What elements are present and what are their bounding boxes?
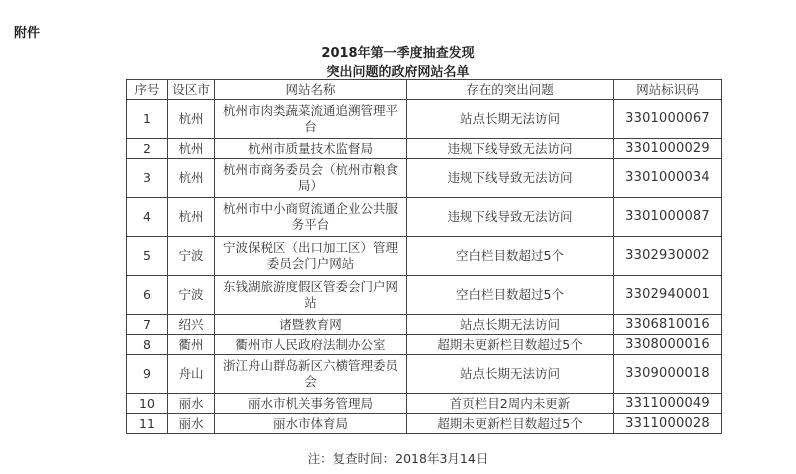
row-site-code: 3311000049 — [614, 394, 722, 414]
table-row — [127, 414, 722, 434]
row-site-name: 诸暨教育网 — [215, 315, 407, 335]
row-site-code: 3301000067 — [614, 100, 722, 139]
header-site-code: 网站标识码 — [614, 80, 722, 100]
table-row — [127, 159, 722, 198]
table-row — [127, 237, 722, 276]
row-city: 绍兴 — [168, 315, 215, 335]
row-number: 8 — [127, 335, 168, 355]
row-number: 9 — [127, 355, 168, 394]
row-number: 5 — [127, 237, 168, 276]
row-city: 杭州 — [168, 100, 215, 139]
row-city: 丽水 — [168, 394, 215, 414]
row-problem: 违规下线导致无法访问 — [407, 139, 614, 159]
row-city: 杭州 — [168, 159, 215, 198]
table-row — [127, 315, 722, 335]
row-city: 舟山 — [168, 355, 215, 394]
row-site-code: 3301000087 — [614, 198, 722, 237]
row-number: 10 — [127, 394, 168, 414]
table-row — [127, 355, 722, 394]
row-problem: 空白栏目数超过5个 — [407, 237, 614, 276]
row-city: 宁波 — [168, 237, 215, 276]
row-site-code: 3306810016 — [614, 315, 722, 335]
row-problem: 超期未更新栏目数超过5个 — [407, 414, 614, 434]
row-site-code: 3302930002 — [614, 237, 722, 276]
row-number: 11 — [127, 414, 168, 434]
row-problem: 违规下线导致无法访问 — [407, 198, 614, 237]
row-site-code: 3302940001 — [614, 276, 722, 315]
row-site-name: 丽水市机关事务管理局 — [215, 394, 407, 414]
row-problem: 超期未更新栏目数超过5个 — [407, 335, 614, 355]
attachment-label: 附件 — [14, 26, 41, 41]
websites-table — [126, 79, 722, 434]
header-site-name: 网站名称 — [215, 80, 407, 100]
row-problem: 站点长期无法访问 — [407, 315, 614, 335]
row-city: 杭州 — [168, 198, 215, 237]
header-problem: 存在的突出问题 — [407, 80, 614, 100]
row-problem: 站点长期无法访问 — [407, 100, 614, 139]
row-site-name: 衢州市人民政府法制办公室 — [215, 335, 407, 355]
review-date-note: 注：复查时间：2018年3月14日 — [307, 451, 489, 466]
table-row — [127, 198, 722, 237]
row-site-name: 杭州市肉类蔬菜流通追溯管理平台 — [215, 100, 407, 139]
row-site-name: 宁波保税区（出口加工区）管理委员会门户网站 — [215, 237, 407, 276]
row-problem: 空白栏目数超过5个 — [407, 276, 614, 315]
row-site-name: 杭州市商务委员会（杭州市粮食局） — [215, 159, 407, 198]
header-city: 设区市 — [168, 80, 215, 100]
table-row — [127, 394, 722, 414]
table-header-row — [127, 80, 722, 100]
table-row — [127, 100, 722, 139]
row-site-name: 丽水市体育局 — [215, 414, 407, 434]
row-site-name: 杭州市质量技术监督局 — [215, 139, 407, 159]
row-problem: 首页栏目2周内未更新 — [407, 394, 614, 414]
row-site-code: 3301000034 — [614, 159, 722, 198]
row-number: 7 — [127, 315, 168, 335]
row-problem: 违规下线导致无法访问 — [407, 159, 614, 198]
row-number: 2 — [127, 139, 168, 159]
row-site-name: 浙江舟山群岛新区六横管理委员会 — [215, 355, 407, 394]
document-title-line1: 2018年第一季度抽查发现 — [321, 46, 475, 61]
table-row — [127, 276, 722, 315]
row-problem: 站点长期无法访问 — [407, 355, 614, 394]
row-number: 1 — [127, 100, 168, 139]
row-site-name: 杭州市中小商贸流通企业公共服务平台 — [215, 198, 407, 237]
row-site-code: 3311000028 — [614, 414, 722, 434]
row-site-code: 3308000016 — [614, 335, 722, 355]
row-site-code: 3309000018 — [614, 355, 722, 394]
row-city: 杭州 — [168, 139, 215, 159]
row-site-code: 3301000029 — [614, 139, 722, 159]
row-city: 衢州 — [168, 335, 215, 355]
row-site-name: 东钱湖旅游度假区管委会门户网站 — [215, 276, 407, 315]
table-row — [127, 139, 722, 159]
header-number: 序号 — [127, 80, 168, 100]
row-city: 宁波 — [168, 276, 215, 315]
row-number: 6 — [127, 276, 168, 315]
table-row — [127, 335, 722, 355]
row-city: 丽水 — [168, 414, 215, 434]
row-number: 4 — [127, 198, 168, 237]
row-number: 3 — [127, 159, 168, 198]
document-title-line2: 突出问题的政府网站名单 — [326, 65, 470, 80]
